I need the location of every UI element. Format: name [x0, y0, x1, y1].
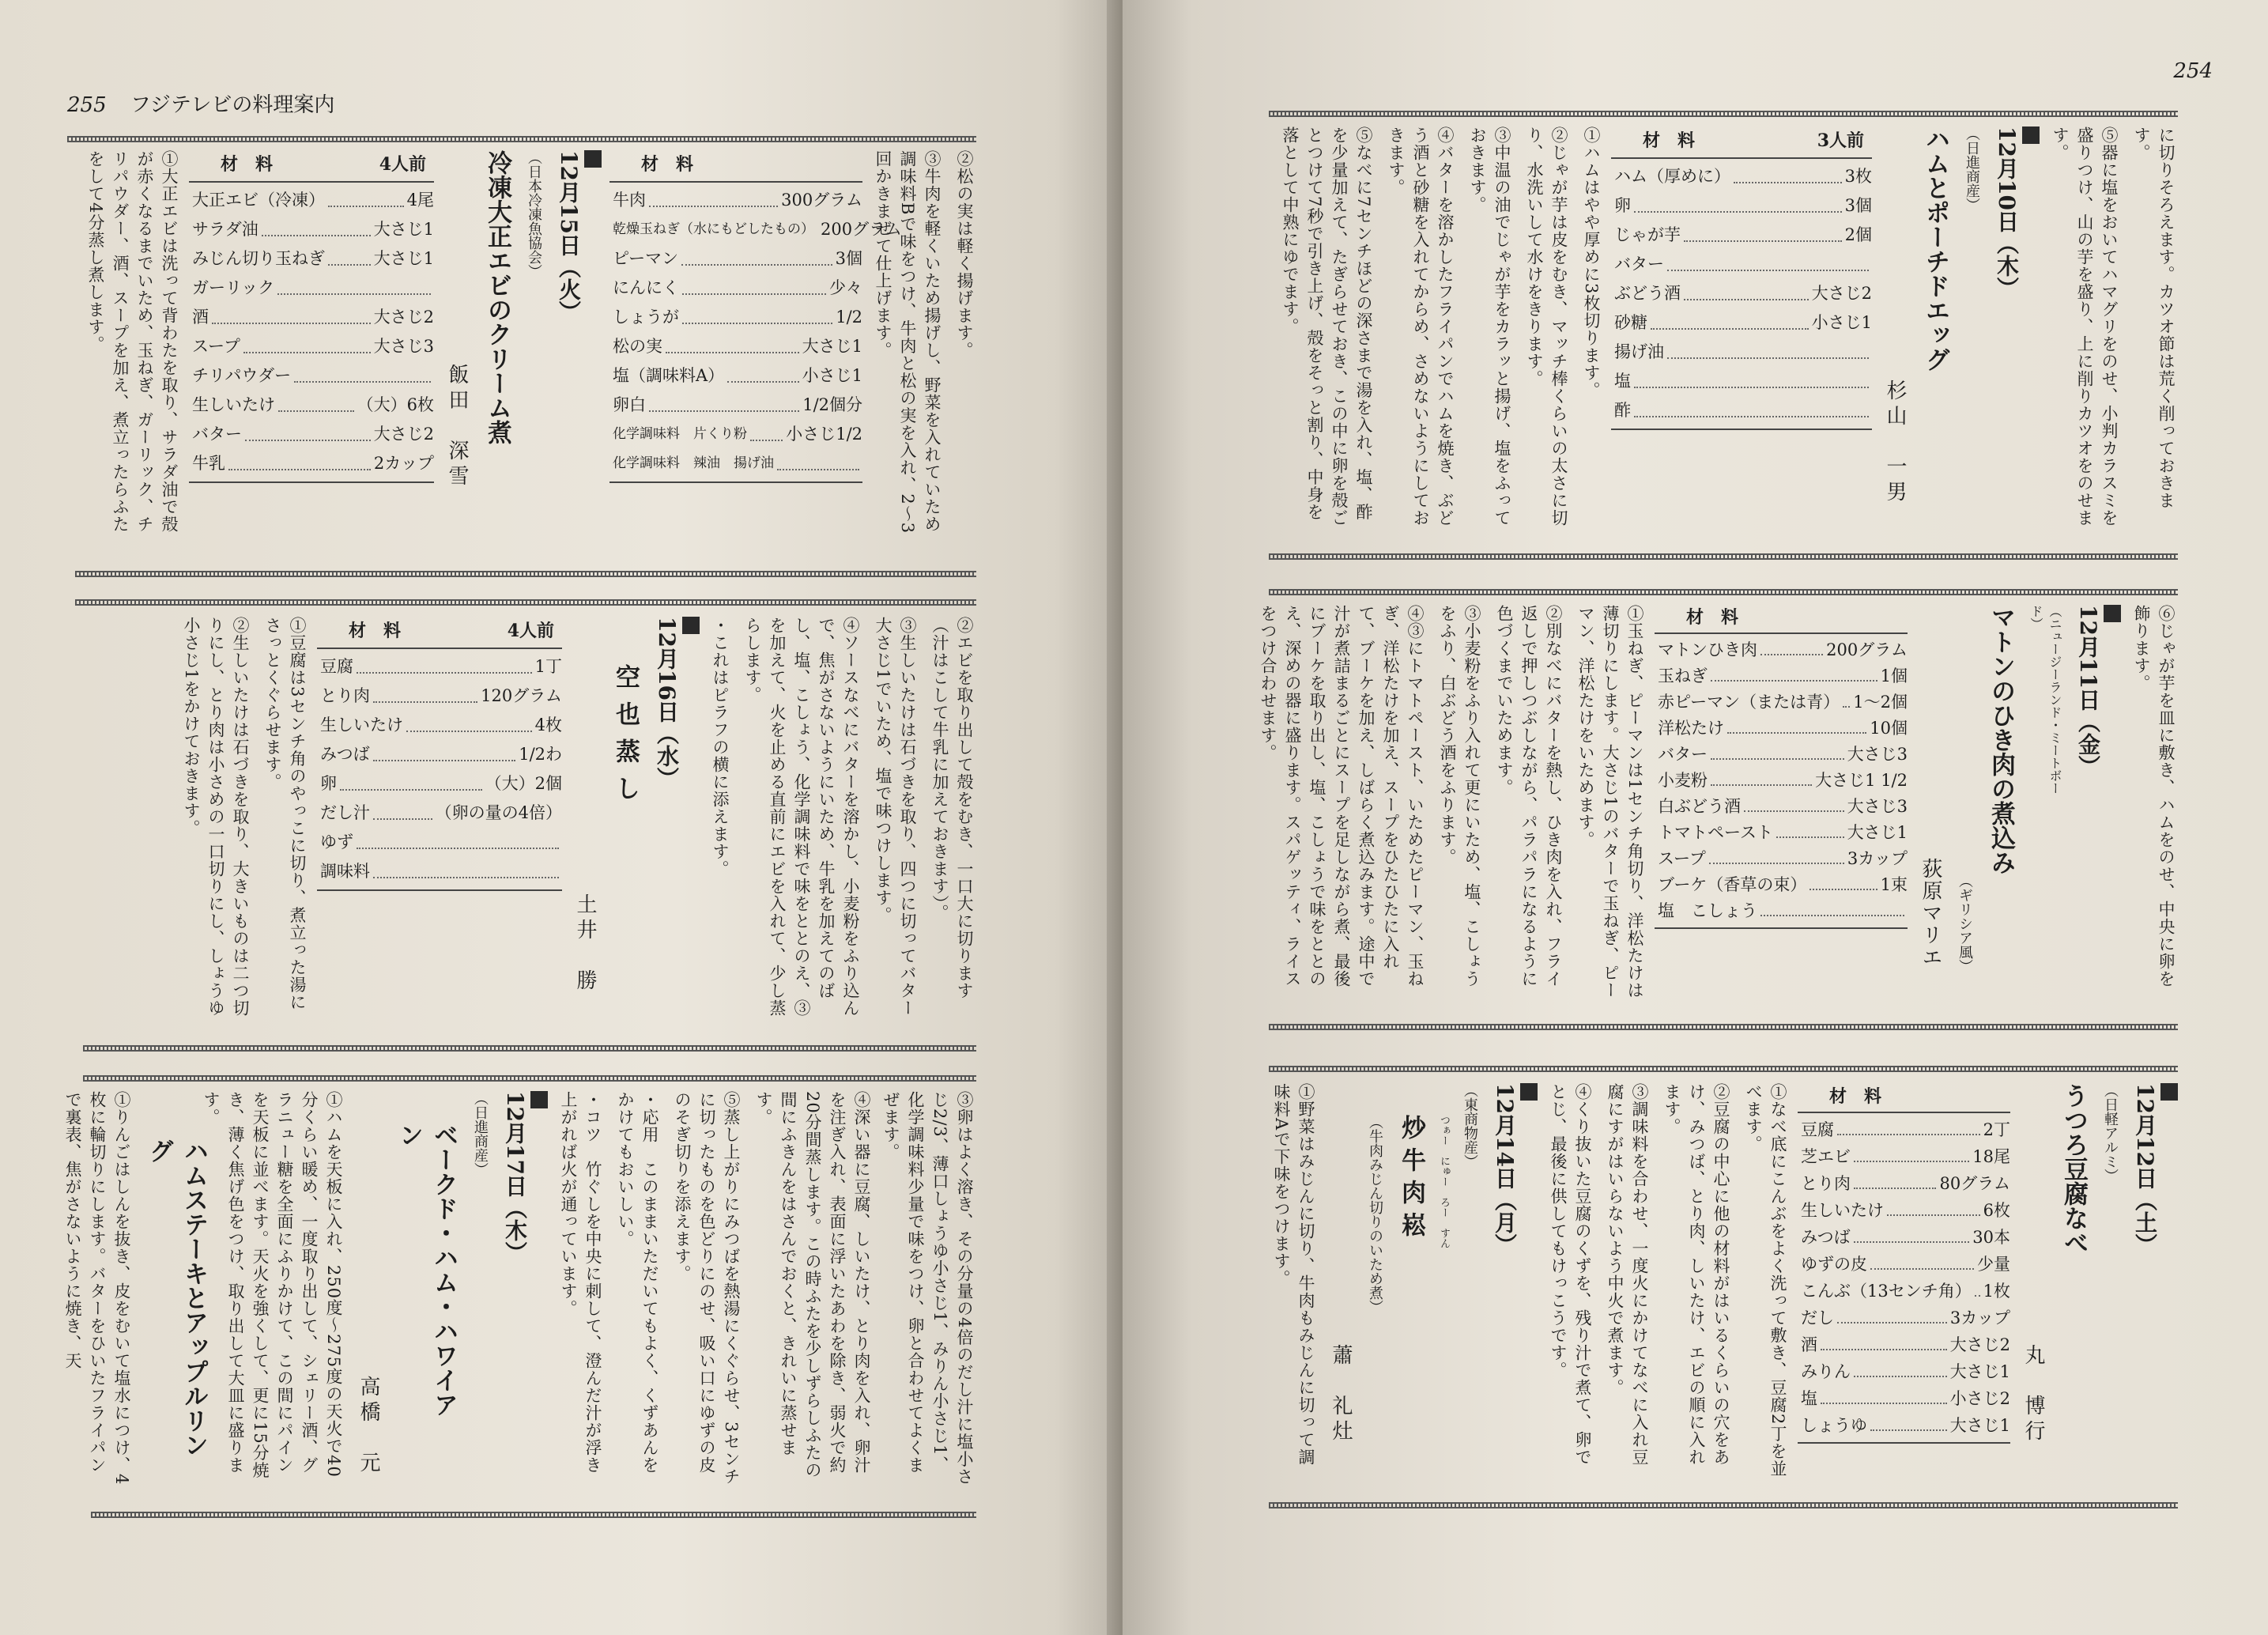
recipe-title: 冷凍大正エビのクリーム煮 [483, 150, 511, 444]
ingredient-row: ハム（厚めに） 3枚 [1611, 162, 1872, 191]
ingredient-row: トマトペースト 大さじ1 [1655, 820, 1908, 846]
recipe-step: ②エビを取り出して殻をむき、一口大に切ります（汁はこして牛乳に加えておきます）。 [930, 617, 974, 999]
recipe-step: ③生しいたけは石づきを取り、四つに切ってバター大さじ1でいため、塩で味つけします。 [874, 617, 917, 1017]
ingredients-header: 材 料 [1655, 605, 1908, 634]
recipe-step: ③卵はよく溶き、その分量の4倍のだし汁に塩小さじ2/3、薄口しょうゆ小さじ1、みりん小さじ1、化学調味料少量で味をつけ、卵と合わせてよくまぜます。 [881, 1091, 974, 1486]
recipe-step: ①玉ねぎ、ピーマンは1センチ角切り、洋松たけは薄切りにします。大さじ1のバターで玉ねぎ、ピーマン、洋松たけをいためます。 [1576, 605, 1644, 999]
ingredient-row: 酒 大さじ2 [1798, 1331, 2010, 1358]
ingredient-row: ゆずの皮 少量 [1798, 1251, 2010, 1278]
ingredient-row: 塩 [1611, 367, 1872, 396]
recipe-step: ①ハムを天板に入れ、250度～275度の天火で40分くらい暖め、一度取り出して、シェリー酒、グラニュー糖を全面にふりかけて、この間にパインを天板に並べます。天火を強くして、更に15分焼き、薄く焦げ色をつけ、取り出して大皿に盛ります。 [202, 1091, 343, 1479]
ingredient-row: ぶどう酒 大さじ2 [1611, 279, 1872, 308]
recipe-date: 12月11日（金） [2072, 605, 2121, 842]
recipe-title: うつろ豆腐なべ [2059, 1083, 2088, 1255]
ingredient-row: バター 大さじ3 [1655, 742, 1908, 768]
recipe-date: 12月10日（木） [1991, 126, 2040, 364]
ingredient-row: 玉ねぎ 1個 [1655, 663, 1908, 689]
recipe-step: ⑤蒸し上がりにみつばを熱湯にくぐらせ、3センチに切ったものを色どりにのせ、吸い口にゆずの皮のそぎ切りを添えます。 [673, 1091, 741, 1486]
ingredient-row: 洋松たけ 10個 [1655, 716, 1908, 742]
recipe-step: ④ソースなべにバターを溶かし、小麦粉をふり込んで、焦がさないようにいため、牛乳を加えてのばし、塩、こしょう、化学調味料で味をととのえ、③を加えて、火を止める直前にエビを入れて、少し蒸らします。 [743, 617, 860, 1017]
left-page [0, 0, 1123, 1635]
recipe-section-1216 [75, 617, 976, 1044]
ingredient-row: マトンひき肉 200グラム [1655, 637, 1908, 663]
ingredient-row: 白ぶどう酒 大さじ3 [1655, 794, 1908, 820]
ingredient-row: しょうゆ 大さじ1 [1798, 1412, 2010, 1439]
section-rule [1269, 1066, 2178, 1072]
ingredient-row: 豆腐 2丁 [1798, 1116, 2010, 1143]
ingredient-row: チリパウダー [189, 361, 434, 391]
recipe-step: に切りそろえます。カツオ節は荒く削っておきます。 [2132, 126, 2176, 509]
ingredient-row: 塩（調味料A） 小さじ1 [609, 361, 862, 391]
recipe-chef: 蕭 礼灶 [1329, 1344, 1353, 1445]
ingredient-row: 酢 [1611, 396, 1872, 425]
recipe-date: 12月15日（火） [553, 150, 602, 387]
ingredients-table [1798, 1083, 2010, 1478]
recipe-step: ・これはピラフの横に添えます。 [711, 617, 730, 878]
recipe-sponsor: （日本冷凍魚協会） [526, 150, 542, 278]
recipe-section-1212 [1269, 1083, 2178, 1494]
ingredient-row: 乾燥玉ねぎ（水にもどしたもの） 200グラム [613, 220, 902, 239]
ingredient-row: だし 3カップ [1798, 1305, 2010, 1331]
recipe-step: ②松の実は軽く揚げます。 [955, 150, 974, 359]
section-rule [75, 571, 976, 577]
recipe-chef: 高橋 元 [357, 1376, 380, 1477]
ingredient-row: 生しいたけ （大）6枚 [189, 391, 434, 420]
recipe-date: 12月14日（月） [1489, 1083, 1538, 1320]
recipe-date: 12月17日（木） [499, 1091, 548, 1328]
recipe-step: ①ハムはやや厚めに3枚切ります。 [1582, 126, 1601, 399]
right-page [1123, 0, 2268, 1635]
ingredient-row: 大正エビ（冷凍） 4尾 [189, 186, 434, 215]
recipe-date: 12月12日（土） [2129, 1083, 2178, 1320]
recipe-title: 空也蒸し [611, 664, 640, 813]
recipe-step: ④バターを溶かしたフライパンでハムを焼き、ぶどう酒と砂糖を入れてからめ、さめないようにしておきます。 [1387, 126, 1455, 527]
ingredient-row: ガーリック [189, 274, 434, 303]
page-number: 255 [67, 93, 107, 117]
ingredient-row: 調味料 [317, 857, 562, 886]
recipe-step: ③小麦粉をふり入れて更にいため、塩、こしょうをふり、白ぶどう酒をふります。 [1438, 605, 1481, 987]
section-rule [1269, 1502, 2178, 1509]
recipe-chef: 杉山 一男 [1883, 379, 1907, 506]
recipe-step: ②別なべにバターを熱し、ひき肉を入れ、フライ返しで押しつぶしながら、パラパラになるように色づくまでいためます。 [1495, 605, 1563, 987]
section-rule [83, 1075, 976, 1082]
ingredient-row: バター [1611, 250, 1872, 279]
ingredient-row: にんにく 少々 [609, 274, 862, 303]
recipe-chef: 荻原マリエ [1919, 858, 1942, 969]
recipe-title: マトンのひき肉の煮込み [1987, 605, 2015, 874]
section-rule [1269, 589, 2178, 595]
recipe-title-note: （牛肉みじん切りのいため煮） [1367, 1115, 1383, 1314]
recipe-step: ④③にトマトペースト、いためたピーマン、玉ねぎ、洋松たけを加え、スープをひたひたに入れて、ブーケを加え、しばらく煮込みます。途中で汁が煮詰まるごとにスープを足しながら煮、最後にブーケを取り出し、塩、こしょうで味をととのえ、深めの器に盛ります。スパゲッティ、ライスをつけ合わせます。 [1259, 605, 1425, 987]
recipe-step: ③中温の油でじゃが芋をカラッと揚げ、塩をふっておきます。 [1468, 126, 1511, 527]
ingredients-header: 材 料 4人前 [189, 150, 434, 183]
ingredients-header: 材 料 3人前 [1611, 126, 1872, 159]
ingredient-row: 生しいたけ 4枚 [317, 711, 562, 740]
page-header [67, 89, 334, 118]
recipe-step: ①大正エビは洗って背わたを取り、サラダ油で殻が赤くなるまでいため、玉ねぎ、ガーリック、チリパウダー、酒、スープを加え、煮立ったらふたをして4分蒸し煮します。 [86, 150, 179, 533]
ingredient-row: 松の実 大さじ1 [609, 332, 862, 361]
ingredient-row: 塩 小さじ2 [1798, 1385, 2010, 1412]
recipe-sponsor: （東商物産） [1462, 1083, 1478, 1169]
recipe-step: ④深い器に豆腐、しいたけ、とり肉を入れ、卵汁を注ぎ入れ、表面に浮いたあわを除き、弱火で約20分間蒸します。この時ふたを少しずらしふたの間にふきんをはさんでおくと、きれいに蒸せます。 [754, 1091, 871, 1479]
section-rule [1269, 111, 2178, 117]
ingredient-row: ブーケ（香草の束） 1束 [1655, 872, 1908, 898]
ingredient-row: ゆず [317, 828, 562, 857]
recipe-sponsor: （ニュージーランド・ミートボード） [2028, 605, 2062, 795]
ingredient-row: 卵白 1/2個分 [609, 391, 862, 420]
ingredient-row: じゃが芋 2個 [1611, 221, 1872, 250]
ingredient-row: 牛肉 300グラム [609, 186, 862, 215]
ingredient-row: バター 大さじ2 [189, 420, 434, 449]
ingredient-row: みじん切り玉ねぎ 大さじ1 [189, 244, 434, 274]
recipe-sponsor: （日進商産） [1964, 126, 1980, 212]
ingredients-table [609, 150, 902, 546]
ingredient-row: みつば 1/2わ [317, 740, 562, 769]
ingredient-row: だし汁 （卵の量の4倍） [317, 799, 562, 828]
ingredient-row: こんぶ（13センチ角） 1枚 [1798, 1278, 2010, 1305]
recipe-chef: 土井 勝 [573, 893, 597, 995]
ingredient-row: 芝エビ 18尾 [1798, 1143, 2010, 1170]
recipe-chef: 丸 博行 [2021, 1344, 2045, 1445]
ingredients-header: 材 料 4人前 [317, 617, 562, 649]
recipe-title: ハムとポーチドエッグ [1921, 126, 1949, 372]
recipe-section-1217 [63, 1091, 976, 1502]
ingredient-row: 小麦粉 大さじ1 1/2 [1655, 768, 1908, 794]
recipe-step: ③調味料を合わせ、一度火にかけてなべに入れ豆腐にすがはいらないよう中火で煮ます。 [1606, 1083, 1649, 1466]
ingredient-row: とり肉 120グラム [317, 682, 562, 711]
recipe-title: 炒牛肉崧 [1397, 1115, 1425, 1244]
section-rule [1269, 553, 2178, 560]
ingredient-row: 砂糖 小さじ1 [1611, 308, 1872, 338]
ingredient-row: スープ 3カップ [1655, 846, 1908, 872]
recipe-step: ④くり抜いた豆腐のくずを、残り汁で煮て、卵でとじ、最後に供してもけっこうです。 [1549, 1083, 1592, 1466]
ingredient-row: 化学調味料 片くり粉 小さじ1/2 [609, 420, 862, 449]
ingredient-row: 酒 大さじ2 [189, 303, 434, 332]
recipe-step: ①野菜はみじんに切り、牛肉もみじんに切って調味料Aで下味をつけます。 [1272, 1083, 1315, 1466]
recipe-step: ②じゃが芋は皮をむき、マッチ棒くらいの太さに切り、水洗いして水けをきります。 [1525, 126, 1568, 527]
recipe-title-note: （ギリシア風） [1957, 874, 1973, 973]
recipe-step: ⑤器に塩をおいてハマグリをのせ、小判カラスミを盛りつけ、山の芋を盛り、上に削りカツオをのせます。 [2051, 126, 2119, 527]
recipe-step: ①なべ底にこんぶをよく洗って敷き、豆腐2丁を並べます。 [1744, 1083, 1787, 1478]
recipe-title: ベークド・ハム・ハワイアン [394, 1123, 458, 1417]
ingredient-row: 赤ピーマン（または青） 1～2個 [1655, 689, 1908, 716]
recipe-sponsor: （日軽アルミ） [2102, 1083, 2119, 1183]
recipe-title: ハムステーキとアップルリング [145, 1138, 208, 1457]
running-title: フジテレビの料理案内 [130, 93, 335, 117]
recipe-step: ・応用 このままいただいてもよく、くずあんをかけてもおいしい。 [616, 1091, 659, 1474]
recipe-date: 12月16日（水） [651, 617, 700, 854]
recipe-section-1215 [67, 150, 976, 561]
page-number: 254 [2173, 59, 2213, 83]
section-rule [83, 1045, 976, 1052]
ingredient-row: 塩 こしょう [1655, 898, 1908, 924]
ingredient-row: ピーマン 3個 [609, 244, 862, 274]
recipe-step: ・コツ 竹ぐしを中央に刺して、澄んだ汁が浮き上がれば火が通っています。 [559, 1091, 602, 1474]
ingredients-table [189, 150, 434, 522]
ingredients-table [1611, 126, 1872, 443]
recipe-section-1210 [1269, 126, 2178, 546]
recipe-chef: 飯田 深雪 [445, 364, 469, 490]
ingredient-row: とり肉 80グラム [1798, 1170, 2010, 1197]
recipe-step: ②生しいたけは石づきを取り、大きいものは二つ切りにし、とり肉は小さめの一口切りにし、しょうゆ小さじ1をかけておきます。 [182, 617, 250, 1017]
ingredient-row: 牛乳 2カップ [189, 449, 434, 478]
ingredients-table [317, 617, 562, 949]
ingredient-row: みつば 30本 [1798, 1224, 2010, 1251]
ingredients-header: 材 料 [1798, 1083, 2010, 1113]
section-rule [75, 599, 976, 606]
ingredient-row: サラダ油 大さじ1 [189, 215, 434, 244]
ingredient-row: 卵 3個 [1611, 191, 1872, 221]
section-rule [91, 1512, 976, 1518]
recipe-sponsor: （日進商産） [472, 1091, 489, 1176]
ingredient-row: 豆腐 1丁 [317, 652, 562, 682]
recipe-step: ①りんごはしんを抜き、皮をむいて塩水につけ、4枚に輪切りにします。バターをひいたフライパンで裏表、焦がさないように焼き、天 [63, 1091, 131, 1486]
recipe-step: ⑥じゃが芋を皿に敷き、ハムをのせ、中央に卵を飾ります。 [2132, 605, 2176, 987]
recipe-step: ①豆腐は3センチ角のやっこに切り、煮立った湯にさっとくぐらせます。 [263, 617, 307, 1011]
ingredient-row: 卵 （大）2個 [317, 769, 562, 799]
ingredient-row: 揚げ油 [1611, 338, 1872, 367]
recipe-step: ③牛肉を軽くいため揚げし、野菜を入れていため調味料Bで味をつけ、牛肉と松の実を入れ、2～3回かきまぜて仕上げます。 [874, 150, 942, 534]
ingredient-row: みりん 大さじ1 [1798, 1358, 2010, 1385]
recipe-title-reading: つぁー にゅー ろー すん [1438, 1115, 1450, 1248]
ingredient-row: 生しいたけ 6枚 [1798, 1197, 2010, 1224]
ingredient-row: スープ 大さじ3 [189, 332, 434, 361]
section-rule [1269, 1024, 2178, 1030]
recipe-section-1211 [1259, 605, 2178, 1016]
recipe-step: ②豆腐の中心に他の材料がはいるくらいの穴をあけ、みつば、とり肉、しいたけ、エビの順に入れます。 [1662, 1083, 1730, 1466]
recipe-step: ⑤なべに7センチほどの深さまで湯を入れ、塩、酢を少量加えて、たぎらせておき、この中に卵を殻ごとつけて7秒で引き上げ、殻をそっと割り、中身を落として中熟にゆでます。 [1281, 126, 1373, 527]
ingredients-header: 材 料 [609, 150, 862, 183]
section-rule [67, 136, 976, 142]
ingredients-table [1655, 605, 1908, 984]
ingredient-row: しょうが 1/2 [609, 303, 862, 332]
ingredient-row: 化学調味料 辣油 揚げ油 [609, 449, 862, 478]
